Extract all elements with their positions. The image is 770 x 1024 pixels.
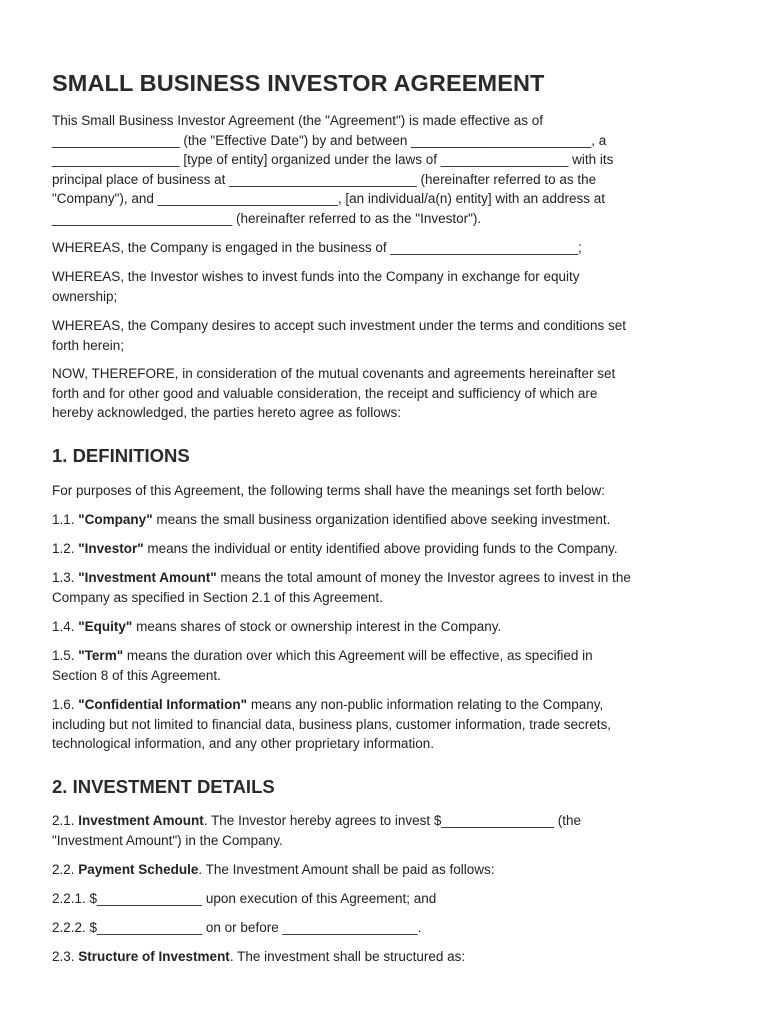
clause-text: . The Investor hereby agrees to invest $_______________ (the <box>203 813 582 828</box>
defined-term: "Investment Amount" <box>78 570 217 585</box>
definition-equity <box>52 617 724 637</box>
definition-text: including but not limited to financial data, business plans, customer information, trade secrets, <box>52 716 612 732</box>
clause-number: 2.2.1. <box>52 891 90 906</box>
clause-structure-of-investment <box>52 947 724 967</box>
document-title: SMALL BUSINESS INVESTOR AGREEMENT <box>52 70 545 96</box>
clause-payment-installment-1 <box>52 889 724 909</box>
clause-line <box>52 947 724 967</box>
definition-term <box>52 646 724 685</box>
definition-line <box>52 568 724 588</box>
section-heading-text: 2. INVESTMENT DETAILS <box>52 776 275 797</box>
clause-line <box>52 811 724 831</box>
clause-investment-amount <box>52 811 724 850</box>
definition-investor <box>52 539 724 559</box>
recital-line: forth herein; <box>52 337 125 353</box>
clause-text: . The investment shall be structured as: <box>229 949 466 964</box>
intro-line: "Company"), and ________________________, [an individual/a(n) entity] with an address at <box>52 191 605 207</box>
recital-line: WHEREAS, the Investor wishes to invest funds into the Company in exchange for equity <box>52 269 580 284</box>
clause-text: $______________ on or before __________________. <box>89 920 422 935</box>
clause-number: 1.1. <box>52 512 79 527</box>
intro-line: _________________ [type of entity] organized under the laws of _________________ with its <box>52 152 614 168</box>
recital-line: WHEREAS, the Company is engaged in the business of _________________________; <box>52 240 582 255</box>
defined-term: "Confidential Information" <box>78 697 248 712</box>
clause-number: 1.5. <box>52 648 79 663</box>
intro-line: _________________ (the "Effective Date") by and between ________________________, a <box>52 132 607 148</box>
defined-term: "Term" <box>78 648 124 663</box>
defined-term: "Investor" <box>78 541 144 556</box>
definition-text: means the duration over which this Agreement will be effective, as specified in <box>123 648 593 663</box>
recital-line: hereby acknowledged, the parties hereto agree as follows: <box>52 405 401 421</box>
section-heading-definitions: 1. DEFINITIONS <box>52 445 190 466</box>
recital-line: NOW, THEREFORE, in consideration of the mutual covenants and agreements hereinafter set <box>52 366 616 381</box>
clause-title: Investment Amount <box>78 813 204 828</box>
definition-line <box>52 646 724 666</box>
definition-text: means the total amount of money the Investor agrees to invest in the <box>216 570 631 585</box>
definitions-intro <box>52 481 724 501</box>
intro-line: This Small Business Investor Agreement (the "Agreement") is made effective as of <box>52 113 544 128</box>
section-heading-investment-details <box>52 776 275 798</box>
clause-number: 2.3. <box>52 949 79 964</box>
clause-text: $______________ upon execution of this Agreement; and <box>89 891 437 906</box>
definition-text: means any non-public information relating to the Company, <box>247 697 604 712</box>
clause-number: 2.1. <box>52 813 79 828</box>
definitions-intro-text: For purposes of this Agreement, the following terms shall have the meanings set forth below: <box>52 483 606 498</box>
clause-payment-installment-2 <box>52 918 724 938</box>
definition-text: Section 8 of this Agreement. <box>52 667 221 683</box>
intro-paragraph <box>52 111 724 229</box>
clause-number: 2.2.2. <box>52 920 90 935</box>
clause-number: 2.2. <box>52 862 79 877</box>
intro-line: ________________________ (hereinafter referred to as the "Investor"). <box>52 210 482 226</box>
definition-line <box>52 539 724 559</box>
definition-investment-amount <box>52 568 724 607</box>
clause-text: . The Investment Amount shall be paid as follows: <box>198 862 495 877</box>
definition-company <box>52 510 724 530</box>
definition-text: Company as specified in Section 2.1 of this Agreement. <box>52 589 383 605</box>
clause-line <box>52 860 724 880</box>
recital-company-desires <box>52 316 724 355</box>
definition-text: means the small business organization identified above seeking investment. <box>152 512 611 527</box>
recital-line: forth and for other good and valuable consideration, the receipt and sufficiency of which are <box>52 385 598 401</box>
clause-text: "Investment Amount") in the Company. <box>52 832 283 848</box>
recital-now-therefore <box>52 364 724 423</box>
clause-title: Payment Schedule <box>78 862 199 877</box>
clause-number: 1.2. <box>52 541 79 556</box>
definition-text: means shares of stock or ownership interest in the Company. <box>132 619 502 634</box>
clause-number: 1.6. <box>52 697 79 712</box>
clause-title: Structure of Investment <box>78 949 230 964</box>
clause-number: 1.3. <box>52 570 79 585</box>
definition-text: means the individual or entity identified above providing funds to the Company. <box>143 541 618 556</box>
clause-line <box>52 889 724 909</box>
defined-term: "Company" <box>78 512 153 527</box>
clause-number: 1.4. <box>52 619 79 634</box>
definition-confidential-information <box>52 695 724 754</box>
clause-line <box>52 918 724 938</box>
definition-text: technological information, and any other proprietary information. <box>52 736 434 752</box>
clause-payment-schedule <box>52 860 724 880</box>
definition-line <box>52 695 724 715</box>
intro-line: principal place of business at _________________________ (hereinafter referred to as the <box>52 171 597 187</box>
definition-line <box>52 617 724 637</box>
definition-line <box>52 510 724 530</box>
defined-term: "Equity" <box>78 619 133 634</box>
recital-line: WHEREAS, the Company desires to accept such investment under the terms and conditions set <box>52 318 627 333</box>
recital-investor-wishes <box>52 267 724 306</box>
recital-business <box>52 238 724 258</box>
recital-line: ownership; <box>52 288 118 304</box>
